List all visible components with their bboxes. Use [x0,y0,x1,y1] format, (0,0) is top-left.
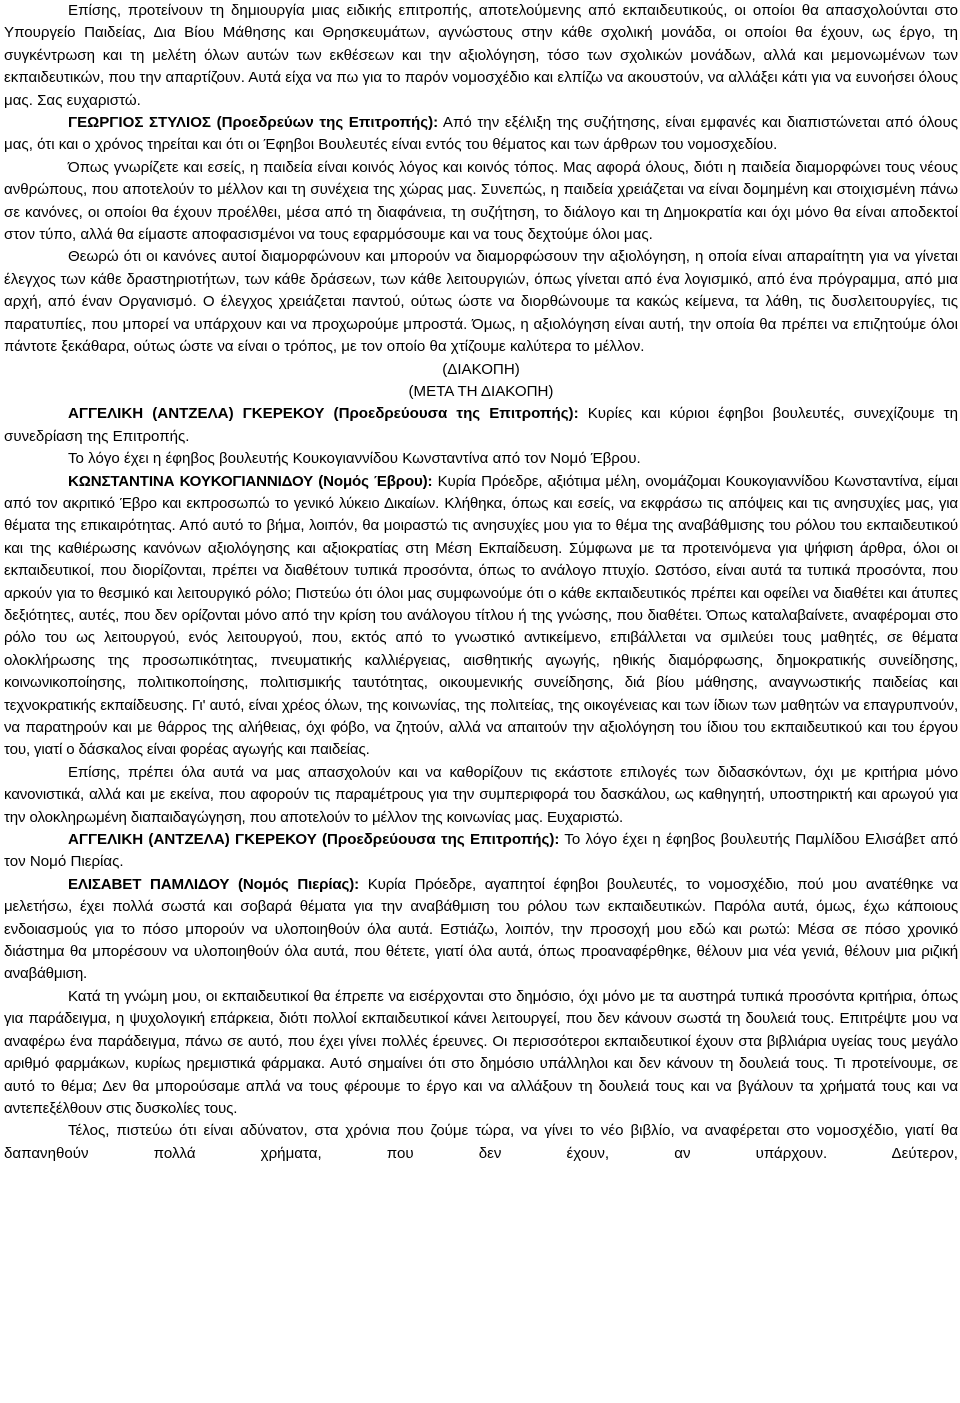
paragraph-text: Κυρία Πρόεδρε, αξιότιμα μέλη, ονομάζομαι Κουκογιαννίδου Κωνσταντίνα, είμαι από τον ακριτικό Έβρο και εκπροσωπώ το γενικό λύκειο Δικαίων. Κλήθηκα, όπως και εσείς, να εκφράσω τις απόψεις και τις ανησυχίες μας, για θέματα της επικαιρότητας. Από αυτό το βήμα, λοιπόν, θα μοιραστώ τις ανησυχίες μου για το θέμα της αναβάθμισης του ρόλου του εκπαιδευτικού και της καθιέρωσης κανόνων αξιολόγησης και αξιοκρατίας στη Μέση Εκπαίδευση. Σύμφωνα με τα προτεινόμενα για ψήφιση άρθρα, όλοι οι εκπαιδευτικοί, που διορίζονται, πρέπει να διαθέτουν τυπικά προσόντα, όπως το ανάλογο πτυχίο. Ωστόσο, είναι αυτά τα τυπικά προσόντα, που αρκούν για το θεσμικό και λειτουργικό ρόλο; Πιστεύω ότι όλοι μας συμφωνούμε ότι ο κάθε εκπαιδευτικός πρέπει και οφείλει να διαθέτει και άτυπες δεξιότητες, αυτές, που δεν ορίζονται μόνο από την κρίση του ανάλογου τίτλου ή της γνώσης, που διαθέτει. Όπως καταλαβαίνετε, αναφέρομαι στο ρόλο του ως λειτουργού, ενός λειτουργού, που, εκτός από το γνωστικό αντικείμενο, επιβάλλεται να σμιλεύει τους μαθητές, σε θέματα ολοκλήρωσης της προσωπικότητας, πνευματικής καλλιέργειας, αισθητικής αγωγής, ηθικής διαμόρφωσης, δημοκρατικής συνείδησης, κοινωνικοποίησης, πολιτικοποίησης, πολιτισμικής ταυτότητας, οικουμενικής συνείδησης, διά βίου μάθησης, αναγνωστικής παιδείας και τεχνοκρατικής εκπαίδευσης. Γι' αυτό, είναι χρέος όλων, της κοινωνίας, της πολιτείας, της οικογένειας και των ίδιων των μαθητών να επαγρυπνούν, να παρατηρούν και με θάρρος της αλήθειας, όχι φόβο, να ζητούν, αλλά να απαιτούν την αξιολόγηση του ίδιου του εκπαιδευτικού και του έργου του, γιατί ο δάσκαλος είναι φορέας αγωγής και παιδείας. [4,472,958,759]
paragraph-text: (ΔΙΑΚΟΠΗ) [442,360,520,378]
paragraph-text: Επίσης, πρέπει όλα αυτά να μας απασχολούν και να καθορίζουν τις εκάστοτε επιλογές των διδασκόντων, όχι με κριτήρια μόνο κανονιστικά, αλλά και με εκείνα, που αφορούν τις παραμέτρους για την συμπεριφορά του δασκάλου, ως καθηγητή, υποστηρικτή και αρωγού για την ολοκληρωμένη διαπαιδαγώγηση, που αποτελούν το μέλλον της κοινωνίας μας. Ευχαριστώ. [4,763,958,826]
paragraph-11 [4,829,958,874]
paragraph-3 [4,157,958,247]
paragraph-10 [4,762,958,829]
paragraph-text: Κυρία Πρόεδρε, αγαπητοί έφηβοι βουλευτές, το νομοσχέδιο, πού μου ανατέθηκε να μελετήσω, έχει πολλά σωστά και σοβαρά θέματα για την αναβάθμιση του ρόλου των εκπαιδευτικών. Παρόλα αυτά, όμως, έχω κάποιους ενδοιασμούς για το πόσο μπορούν να υλοποιηθούν όλα αυτά. Εστιάζω, λοιπόν, την προσοχή μου εδώ και ρωτώ: Μέσα σε πόσο χρονικό διάστημα θα μπορέσουν να υλοποιηθούν όλα αυτά, που θέτετε, γιατί όλα αυτά, όπως προαναφέρθηκε, θέλουν μια νέα γενιά, θέλουν μια ριζική αναβάθμιση. [4,875,958,983]
paragraph-text: Το λόγο έχει η έφηβος βουλευτής Κουκογιαννίδου Κωνσταντίνα από τον Νομό Έβρου. [68,450,641,468]
speaker-name: ΓΕΩΡΓΙΟΣ ΣΤΥΛΙΟΣ (Προεδρεύων της Επιτροπής): [68,114,439,132]
paragraph-4 [4,246,958,358]
after-interruption-heading [4,381,958,403]
paragraph-text: Από την εξέλιξη της συζήτησης, είναι εμφανές και διαπιστώνεται από όλους μας, ότι και ο χρόνος τηρείται και ότι οι Έφηβοι Βουλευτές είναι εντός του θέματος και των άρθρων του νομοσχεδίου. [4,114,958,154]
paragraph-text: Επίσης, προτείνουν τη δημιουργία μιας ειδικής επιτροπής, αποτελούμενης από εκπαιδευτικούς, οι οποίοι θα απασχολούνται στο Υπουργείο Παιδείας, Δια Βίου Μάθησης και Θρησκευμάτων, αγνώστους στην κάθε σχολική μονάδα, οι οποίοι θα έχουν, ως έργο, τη συγκέντρωση και τη μελέτη όλων αυτών των εκθέσεων και την αξιολόγηση, τόσο των σχολικών μονάδων, αλλά και μεμονωμένων των εκπαιδευτικών, που την απαρτίζουν. Αυτά είχα να πω για το παρόν νομοσχέδιο και ελπίζω να ακουστούν, να αλλάξει κάτι για να ευνοήσει όλους μας. Σας ευχαριστώ. [4,2,958,109]
paragraph-text: Όπως γνωρίζετε και εσείς, η παιδεία είναι κοινός λόγος και κοινός τόπος. Μας αφορά όλους, διότι η παιδεία διαμορφώνει τους νέους ανθρώπους, που αποτελούν το μέλλον και τη συνέχεια της χώρας μας. Συνεπώς, η παιδεία χρειάζεται να είναι δομημένη και στοιχισμένη πάνω σε κανόνες, οι οποίοι θα έχουν προέλθει, μέσα από τη διαφάνεια, τη συζήτηση, το διάλογο και τη Δημοκρατία και όχι μόνο θα είναι αποδεκτοί στον τύπο, αλλά θα είμαστε αποφασισμένοι να τους εφαρμόσουμε και να τους δεχτούμε όλοι μας. [4,158,958,244]
paragraph-text: Τέλος, πιστεύω ότι είναι αδύνατον, στα χρόνια που ζούμε τώρα, να γίνει το νέο βιβλίο, να αναφέρεται στο νομοσχέδιο, γιατί θα δαπανηθούν πολλά χρήματα, που δεν έχουν, αν υπάρχουν. Δεύτερον, [4,1122,958,1162]
paragraph-7 [4,403,958,448]
paragraph-text: Κατά τη γνώμη μου, οι εκπαιδευτικοί θα έπρεπε να εισέρχονται στο δημόσιο, όχι μόνο με τα αυστηρά τυπικά προσόντα κριτήρια, όπως για παράδειγμα, η ψυχολογική επάρκεια, διότι πολλοί εκπαιδευτικοί κάνει λειτουργεί, που δεν κάνουν σωστά τη δουλειά τους. Επιτρέψτε μου να αναφέρω ένα παράδειγμα, πάνω σε αυτό, που έχει γίνει πολλές έρευνες. Οι περισσότεροι εκπαιδευτικοί έχουν στα βιβλιάρια υγείας τους μεγάλο αριθμό φαρμάκων, κυρίως ηρεμιστικά φάρμακα. Αυτό σημαίνει ότι στο δημόσιο υπάλληλοι και δεν κάνουν τη δουλειά τους. Τι προτείνουμε, σε αυτό το θέμα; Δεν θα μπορούσαμε απλά να τους φέρουμε το έργο και να αλλάξουν τη δουλειά τους και να βγάλουν τα χρήματά τους και να αντεπεξέλθουν στις δυσκολίες τους. [4,987,958,1117]
speaker-name: ΑΓΓΕΛΙΚΗ (ΑΝΤΖΕΛΑ) ΓΚΕΡΕΚΟΥ (Προεδρεύουσα της Επιτροπής): [68,831,560,849]
paragraph-text: Θεωρώ ότι οι κανόνες αυτοί διαμορφώνουν και μπορούν να διαμορφώσουν την αξιολόγηση, η οποία είναι απαραίτητη για να γίνεται έλεγχος των κάθε δραστηριοτήτων, των κάθε δράσεων, των κάθε λειτουργιών, όπως γίνεται από ένα λογισμικό, από ένα πρόγραμμα, από μια αρχή, από έναν Οργανισμό. Ο έλεγχος χρειάζεται παντού, ούτως ώστε να διορθώνουμε τα κακώς κείμενα, τα λάθη, τις δυσλειτουργίες, τις παρατυπίες, που μπορεί να υπάρχουν και να προχωρούμε μπροστά. Όμως, η αξιολόγηση είναι αυτή, την οποία θα πρέπει να επιζητούμε όλοι πάντοτε ξεκάθαρα, ούτως ώστε να είναι ο τρόπος, με τον οποίο θα χτίζουμε καλύτερα το μέλλον. [4,248,958,356]
interruption-heading [4,359,958,381]
speaker-name: ΕΛΙΣΑΒΕΤ ΠΑΜΛΙΔΟΥ (Νομός Πιερίας): [68,875,359,893]
paragraph-text: Το λόγο έχει η έφηβος βουλευτής Παμλίδου Ελισάβετ από τον Νομό Πιερίας. [4,831,958,871]
paragraph-12 [4,874,958,986]
paragraph-13 [4,986,958,1120]
paragraph-text: Κυρίες και κύριοι έφηβοι βουλευτές, συνεχίζουμε τη συνεδρίαση της Επιτροπής. [4,405,958,445]
paragraph-text: (ΜΕΤΑ ΤΗ ΔΙΑΚΟΠΗ) [408,382,554,400]
paragraph-14 [4,1120,958,1165]
paragraph-8 [4,448,958,470]
speaker-name: ΑΓΓΕΛΙΚΗ (ΑΝΤΖΕΛΑ) ΓΚΕΡΕΚΟΥ (Προεδρεύουσα της Επιτροπής): [68,405,579,423]
speaker-name: ΚΩΝΣΤΑΝΤΙΝΑ ΚΟΥΚΟΓΙΑΝΝΙΔΟΥ (Νομός Έβρου): [68,472,433,490]
paragraph-9 [4,471,958,762]
paragraph-2 [4,112,958,157]
paragraph-1 [4,0,958,112]
